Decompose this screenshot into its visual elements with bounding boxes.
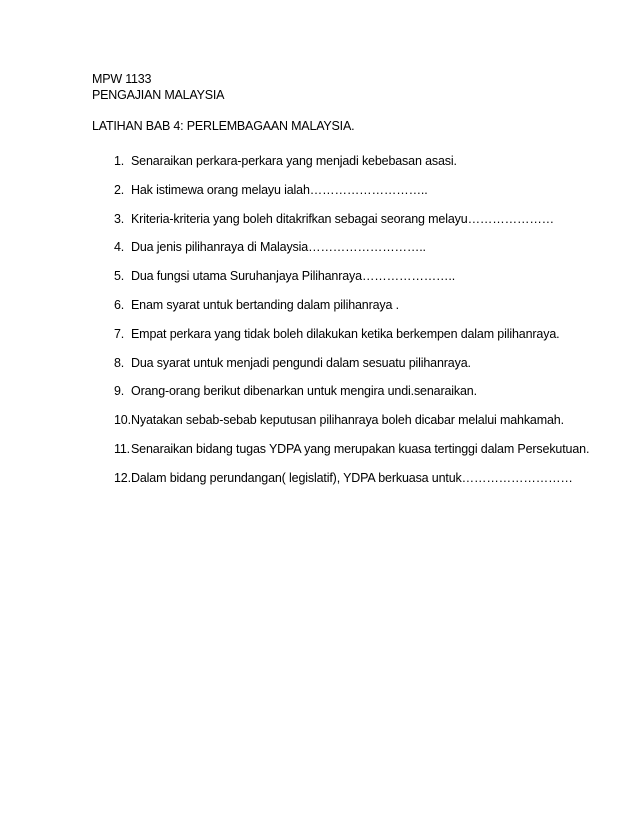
question-number: 8.	[114, 355, 125, 370]
question-number: 9.	[114, 384, 125, 399]
question-number: 5.	[114, 269, 125, 284]
question-text: Senaraikan perkara-perkara yang menjadi kebebasan asasi.	[131, 154, 457, 168]
question-item	[114, 327, 589, 356]
question-number: 2.	[114, 182, 125, 197]
course-code: MPW 1133	[92, 72, 152, 86]
question-item	[114, 356, 589, 385]
document-header	[92, 72, 224, 103]
question-text: Dua jenis pilihanraya di Malaysia………………………..	[131, 240, 426, 255]
course-name: PENGAJIAN MALAYSIA	[92, 87, 225, 102]
question-text: Empat perkara yang tidak boleh dilakukan ketika berkempen dalam pilihanraya.	[131, 326, 560, 341]
question-item	[114, 384, 589, 413]
exercise-title: LATIHAN BAB 4: PERLEMBAGAAN MALAYSIA.	[92, 119, 355, 133]
question-text: Dalam bidang perundangan( legislatif), YDPA berkuasa untuk………………………	[131, 470, 573, 485]
question-item	[114, 413, 589, 442]
question-item	[114, 212, 589, 241]
question-item	[114, 183, 589, 212]
question-text: Dua syarat untuk menjadi pengundi dalam sesuatu pilihanraya.	[131, 355, 471, 370]
question-number: 6.	[114, 297, 125, 312]
question-item	[114, 442, 589, 471]
question-text: Dua fungsi utama Suruhanjaya Pilihanraya…………………..	[131, 269, 456, 284]
question-text: Enam syarat untuk bertanding dalam pilihanraya .	[131, 297, 399, 312]
question-number: 3.	[114, 211, 125, 226]
question-item	[114, 269, 589, 298]
question-text: Nyatakan sebab-sebab keputusan pilihanraya boleh dicabar melalui mahkamah.	[131, 413, 564, 428]
question-number: 7.	[114, 326, 125, 341]
question-number: 1.	[114, 154, 125, 168]
question-text: Orang-orang berikut dibenarkan untuk mengira undi.senaraikan.	[131, 384, 477, 399]
question-number: 10.	[114, 413, 131, 428]
question-text: Kriteria-kriteria yang boleh ditakrifkan sebagai seorang melayu…………………	[131, 211, 555, 226]
question-text: Senaraikan bidang tugas YDPA yang merupakan kuasa tertinggi dalam Persekutuan.	[131, 441, 590, 456]
question-text: Hak istimewa orang melayu ialah………………………..	[131, 182, 428, 197]
question-item	[114, 240, 589, 269]
question-item	[114, 471, 589, 500]
question-number: 11.	[114, 441, 130, 456]
question-number: 12.	[114, 470, 131, 485]
question-list	[114, 154, 589, 500]
question-item	[114, 298, 589, 327]
question-number: 4.	[114, 240, 125, 255]
question-item	[114, 154, 589, 183]
